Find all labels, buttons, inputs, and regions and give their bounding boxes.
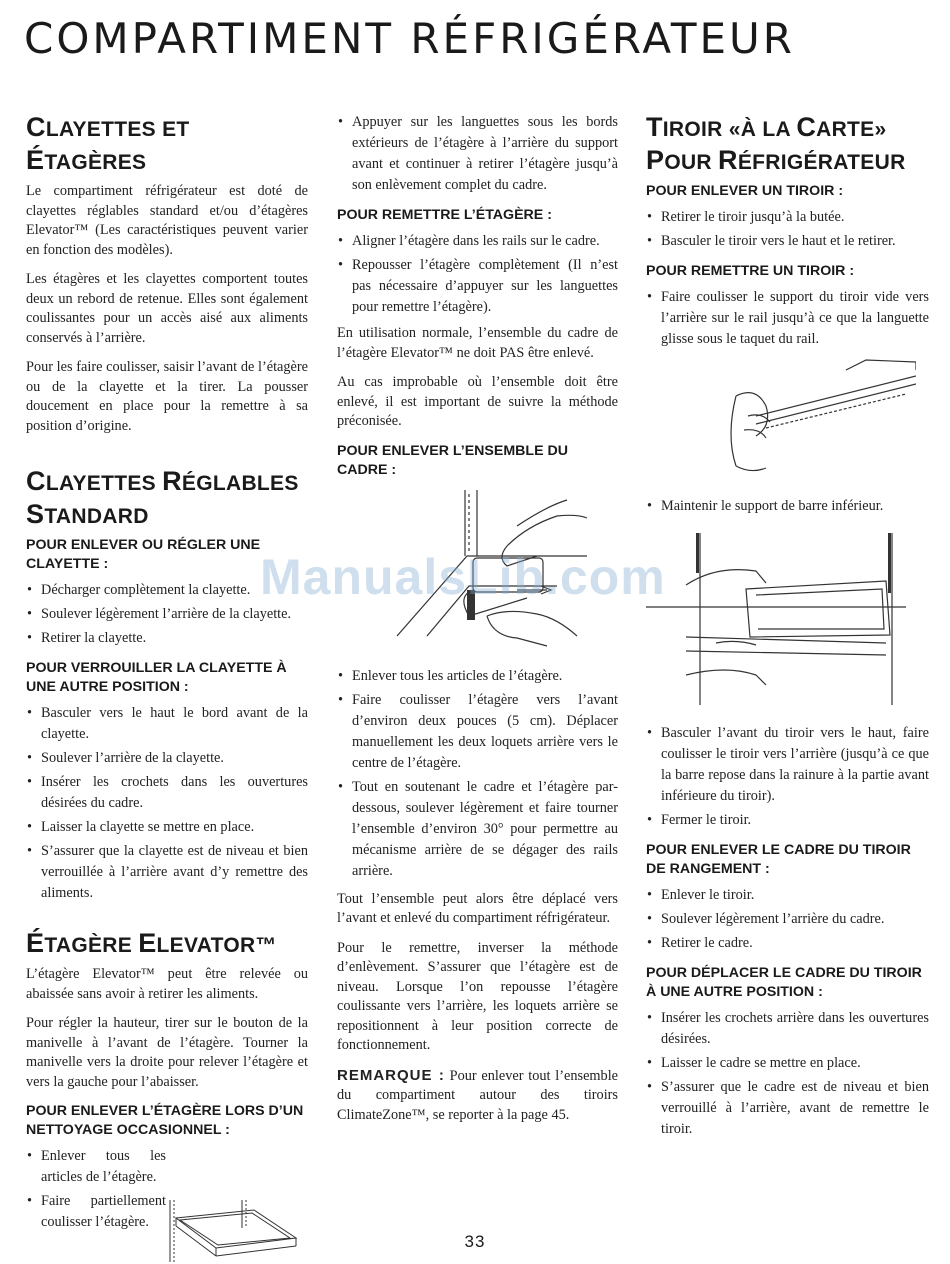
- list-item: • Insérer les crochets dans les ouvertures désirées du cadre.: [26, 772, 308, 814]
- paragraph: Pour le remettre, inverser la méthode d’enlèvement. S’assurer que l’étagère est de niveau. Lorsque l’on repousse l’étagère coulissante vers l’arrière, les loquets arrière se repositionnent à leur position correcte de fonctionnement.: [337, 939, 618, 1053]
- paragraph: Le compartiment réfrigérateur est doté de clayettes réglables standard et/ou d’étagères Elevator™ (Les caractéristiques peuvent varier en fonction des modèles).: [26, 183, 308, 258]
- watermark: ManualsLib.com: [260, 549, 666, 605]
- list-item: • Soulever l’arrière de la clayette.: [26, 748, 308, 769]
- subheading: POUR DÉPLACER LE CADRE DU TIROIR À UNE AUTRE POSITION :: [646, 965, 922, 1000]
- page-number: 33: [464, 1232, 486, 1251]
- list-item: • Enlever tous les articles de l’étagère.: [26, 1146, 166, 1188]
- list-item: • Tout en soutenant le cadre et l’étagère par-dessous, soulever légèrement et faire tourner l’ensemble d’environ 30° pour permettre au mécanisme arrière de se dégager des rails arrière.: [337, 777, 618, 882]
- section-title-clayettes-reglables: CLAYETTES RÉGLABLES STANDARD: [26, 466, 299, 529]
- list-item: • Insérer les crochets arrière dans les ouvertures désirées.: [646, 1008, 929, 1050]
- list-item: • S’assurer que le cadre est de niveau et bien verrouillé à l’arrière, avant de remettre le tiroir.: [646, 1077, 929, 1140]
- subheading: POUR REMETTRE UN TIROIR :: [646, 263, 855, 279]
- column-right: [646, 112, 929, 1146]
- list-item: • Enlever le tiroir.: [646, 885, 929, 906]
- shelf-slide-illustration: [164, 1198, 304, 1264]
- list-item: • Retirer la clayette.: [26, 628, 308, 649]
- subheading: POUR ENLEVER OU RÉGLER UNE CLAYETTE :: [26, 537, 261, 572]
- list-item: • Soulever légèrement l’arrière du cadre.: [646, 909, 929, 930]
- paragraph: Tout l’ensemble peut alors être déplacé vers l’avant et enlevé du compartiment réfrigérateur.: [337, 890, 618, 926]
- list-item: • Laisser le cadre se mettre en place.: [646, 1053, 929, 1074]
- remark-text: Pour enlever tout l’ensemble du compartiment autour des tiroirs ClimateZone™, se reporter à la page 45.: [337, 1067, 619, 1123]
- bullet-list: [26, 1146, 166, 1236]
- paragraph: En utilisation normale, l’ensemble du cadre de l’étagère Elevator™ ne doit PAS être enlevé.: [337, 325, 618, 361]
- list-item: • Appuyer sur les languettes sous les bords extérieurs de l’étagère à l’arrière du support avant et continuer à retirer l’étagère jusqu’à son enlèvement complet du cadre.: [337, 112, 618, 196]
- page-title: COMPARTIMENT RÉFRIGÉRATEUR: [24, 14, 795, 63]
- bullet-list: [646, 723, 929, 831]
- subheading: POUR ENLEVER L’ÉTAGÈRE LORS D’UN NETTOYAGE OCCASIONNEL :: [26, 1103, 304, 1138]
- list-item: • Basculer l’avant du tiroir vers le haut, faire coulisser le tiroir vers l’arrière (jusqu’à ce que la barre repose dans la rainure à la partie avant inférieure du tiroir).: [646, 723, 929, 807]
- column-middle: [337, 112, 618, 1135]
- paragraph: Pour régler la hauteur, tirer sur le bouton de la manivelle à l’avant de l’étagère. Tourner la manivelle vers la droite pour relever l’étagère et vers la gauche pour l’abaisser.: [26, 1015, 308, 1090]
- section-title-clayettes-etageres: CLAYETTES ET ÉTAGÈRES: [26, 112, 190, 175]
- list-item: • Maintenir le support de barre inférieur.: [646, 496, 929, 517]
- bullet-list: [337, 231, 618, 318]
- list-item: • Décharger complètement la clayette.: [26, 580, 308, 601]
- list-item: • S’assurer que la clayette est de niveau et bien verrouillée à l’arrière avant d’y remettre des aliments.: [26, 841, 308, 904]
- bullet-list: [646, 885, 929, 954]
- bullet-list: [337, 666, 618, 882]
- list-item: • Retirer le tiroir jusqu’à la butée.: [646, 207, 929, 228]
- list-item: • Basculer le tiroir vers le haut et le retirer.: [646, 231, 929, 252]
- list-item: • Faire coulisser l’étagère vers l’avant d’environ deux pouces (5 cm). Déplacer manuellement les deux loquets arrière vers le centre de l’étagère.: [337, 690, 618, 774]
- list-item: • Fermer le tiroir.: [646, 810, 929, 831]
- bullet-list: [26, 703, 308, 904]
- remark-label: REMARQUE :: [337, 1066, 445, 1084]
- subheading: POUR ENLEVER UN TIROIR :: [646, 183, 844, 199]
- drawer-tilt-illustration: [646, 525, 906, 715]
- bullet-list: [337, 112, 618, 196]
- list-item: • Enlever tous les articles de l’étagère.: [337, 666, 618, 687]
- paragraph: Au cas improbable où l’ensemble doit être enlevé, il est important de suivre la méthode préconisée.: [337, 374, 618, 429]
- column-left: [26, 112, 308, 1264]
- list-item: • Repousser l’étagère complètement (Il n’est pas nécessaire d’appuyer sur les languettes pour remettre l’étagère).: [337, 255, 618, 318]
- section-title-tiroir-a-la-carte: TIROIR «À LA CARTE» POUR RÉFRIGÉRATEUR: [646, 112, 906, 175]
- paragraph: Les étagères et les clayettes comportent toutes deux un rebord de retenue. Elles sont également coulissantes pour un accès aisé aux aliments conservés à l’arrière.: [26, 271, 308, 346]
- list-item: • Soulever légèrement l’arrière de la clayette.: [26, 604, 308, 625]
- drawer-rail-illustration: [696, 356, 916, 486]
- subheading: POUR ENLEVER L’ENSEMBLE DU CADRE :: [337, 442, 568, 478]
- paragraph: L’étagère Elevator™ peut être relevée ou abaissée sans avoir à retirer les aliments.: [26, 966, 308, 1002]
- list-item: • Aligner l’étagère dans les rails sur le cadre.: [337, 231, 618, 252]
- bullet-list: [646, 287, 929, 350]
- paragraph: Pour les faire coulisser, saisir l’avant de l’étagère ou de la clayette et la tirer. La pousser doucement en place pour la remettre à sa position d’origine.: [26, 359, 308, 434]
- remark-paragraph: [337, 1066, 618, 1126]
- subheading: POUR VERROUILLER LA CLAYETTE À UNE AUTRE POSITION :: [26, 660, 287, 695]
- list-item: • Faire coulisser le support du tiroir vide vers l’arrière sur le rail jusqu’à ce que la languette glisse sous le taquet du rail.: [646, 287, 929, 350]
- subheading: POUR ENLEVER LE CADRE DU TIROIR DE RANGEMENT :: [646, 842, 911, 877]
- list-item: • Faire partiellement coulisser l’étagère.: [26, 1191, 166, 1233]
- list-item: • Laisser la clayette se mettre en place.: [26, 817, 308, 838]
- bullet-list: [646, 1008, 929, 1140]
- list-item: • Basculer vers le haut le bord avant de la clayette.: [26, 703, 308, 745]
- bullet-list: [646, 207, 929, 252]
- subheading: POUR REMETTRE L’ÉTAGÈRE :: [337, 207, 552, 223]
- list-item: • Retirer le cadre.: [646, 933, 929, 954]
- section-title-etagere-elevator: ÉTAGÈRE ELEVATOR™: [26, 928, 277, 958]
- bullet-list: [646, 496, 929, 517]
